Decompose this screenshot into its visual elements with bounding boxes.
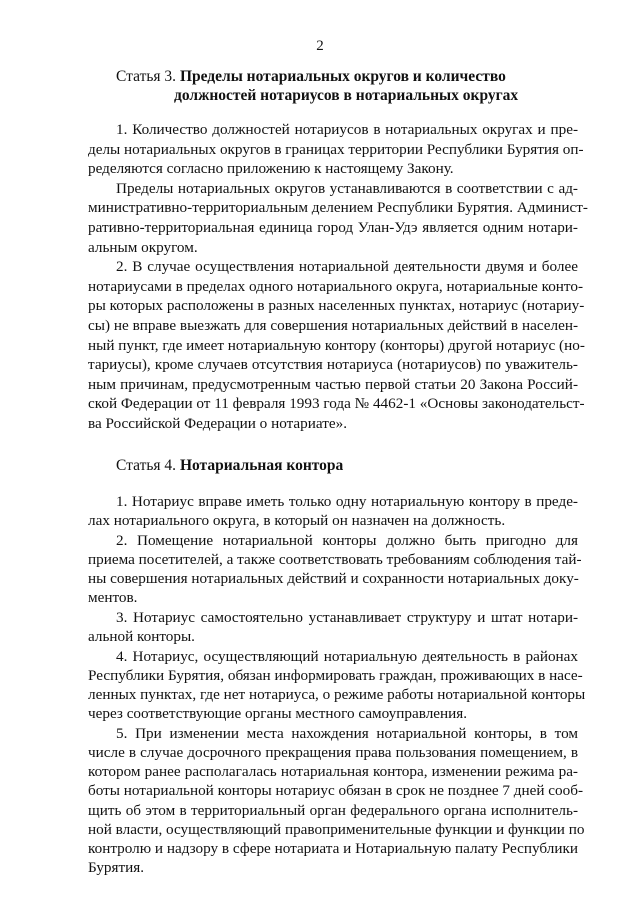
text-line: 1. Нотариус вправе иметь только одну нотариальную контору в преде- <box>116 492 578 510</box>
article3-title-line1: Пределы нотариальных округов и количество <box>179 68 506 85</box>
text-line: лах нотариального округа, в который он назначен на должность. <box>88 511 506 529</box>
text-line: 4. Нотариус, осуществляющий нотариальную деятельность в районах <box>116 647 578 665</box>
text-line: ленных пунктах, где нет нотариуса, о режиме работы нотариальной конторы <box>88 685 586 703</box>
article3-title-line2: должностей нотариусов в нотариальных округах <box>174 87 519 104</box>
text-line: боты нотариальной конторы нотариус обязан в срок не позднее 7 дней сооб- <box>88 781 584 799</box>
text-line: приема посетителей, а также соответствовать требованиям соблюдения тай- <box>88 550 582 568</box>
text-line: ва Российской Федерации о нотариате». <box>88 415 347 432</box>
text-line: щить об этом в территориальный орган федерального органа исполнитель- <box>88 801 578 819</box>
text-line: тариусы), кроме случаев отсутствия нотариуса (нотариусов) по уважитель- <box>88 356 578 374</box>
text-line: Бурятия. <box>88 858 145 876</box>
text-line: 1. Количество должностей нотариусов в нотариальных округах и пре- <box>116 121 578 138</box>
text-line: через соответствующие органы местного самоуправления. <box>88 704 468 722</box>
text-line: контролю и надзору в сфере нотариата и Нотариальную палату Республики <box>88 839 578 857</box>
article3-heading <box>116 67 506 86</box>
text-line: Пределы нотариальных округов устанавливаются в соответствии с ад- <box>116 179 578 197</box>
text-line: министративно-территориальным делением Республики Бурятия. Админист- <box>88 199 588 217</box>
text-line: ределяются согласно приложению к настоящему Закону. <box>88 160 454 178</box>
text-line: ры которых расположены в разных населенных пунктах, нотариус (нотариу- <box>88 297 585 315</box>
text-line: ментов. <box>88 588 138 606</box>
text-line: 5. При изменении места нахождения нотариальной конторы, в том <box>116 724 578 742</box>
page-number: 2 <box>316 38 324 54</box>
text-line: Республики Бурятия, обязан информировать граждан, проживающих в насе- <box>88 666 583 684</box>
text-line: ным причинам, предусмотренным частью первой статьи 20 Закона Россий- <box>88 375 578 393</box>
article4-label: Статья 4. <box>116 456 177 474</box>
text-line: ный пункт, где имеет нотариальную контору (конторы) другой нотариус (но- <box>88 336 585 354</box>
text-line: ской Федерации от 11 февраля 1993 года № 4462-1 «Основы законодательст- <box>88 395 585 413</box>
text-line: котором ранее располагалась нотариальная контора, изменении режима ра- <box>88 762 578 780</box>
text-line: ративно-территориальная единица город Улан-Удэ является одним нотари- <box>88 219 578 236</box>
text-line: альным округом. <box>88 238 198 256</box>
article3-label: Статья 3. <box>116 68 177 85</box>
text-line: нотариусами в пределах одного нотариального округа, нотариальные конто- <box>88 277 584 295</box>
text-line: 2. Помещение нотариальной конторы должно быть пригодно для <box>116 531 578 549</box>
text-line: ны совершения нотариальных действий и сохранности нотариальных доку- <box>88 569 579 587</box>
text-line: 3. Нотариус самостоятельно устанавливает структуру и штат нотари- <box>116 608 578 626</box>
text-line: 2. В случае осуществления нотариальной деятельности двумя и более <box>116 258 578 276</box>
text-line: делы нотариальных округов в границах территории Республики Бурятия оп- <box>88 140 584 158</box>
article4-title: Нотариальная контора <box>179 456 344 474</box>
text-line: сы) не вправе выезжать для совершения нотариальных действий в населен- <box>88 317 578 334</box>
text-line: числе в случае досрочного прекращения права пользования помещением, в <box>88 743 578 761</box>
text-line: альной конторы. <box>88 627 195 645</box>
text-line: ной власти, осуществляющий правоприменительные функции и функции по <box>88 820 585 838</box>
article4-heading <box>116 456 343 475</box>
